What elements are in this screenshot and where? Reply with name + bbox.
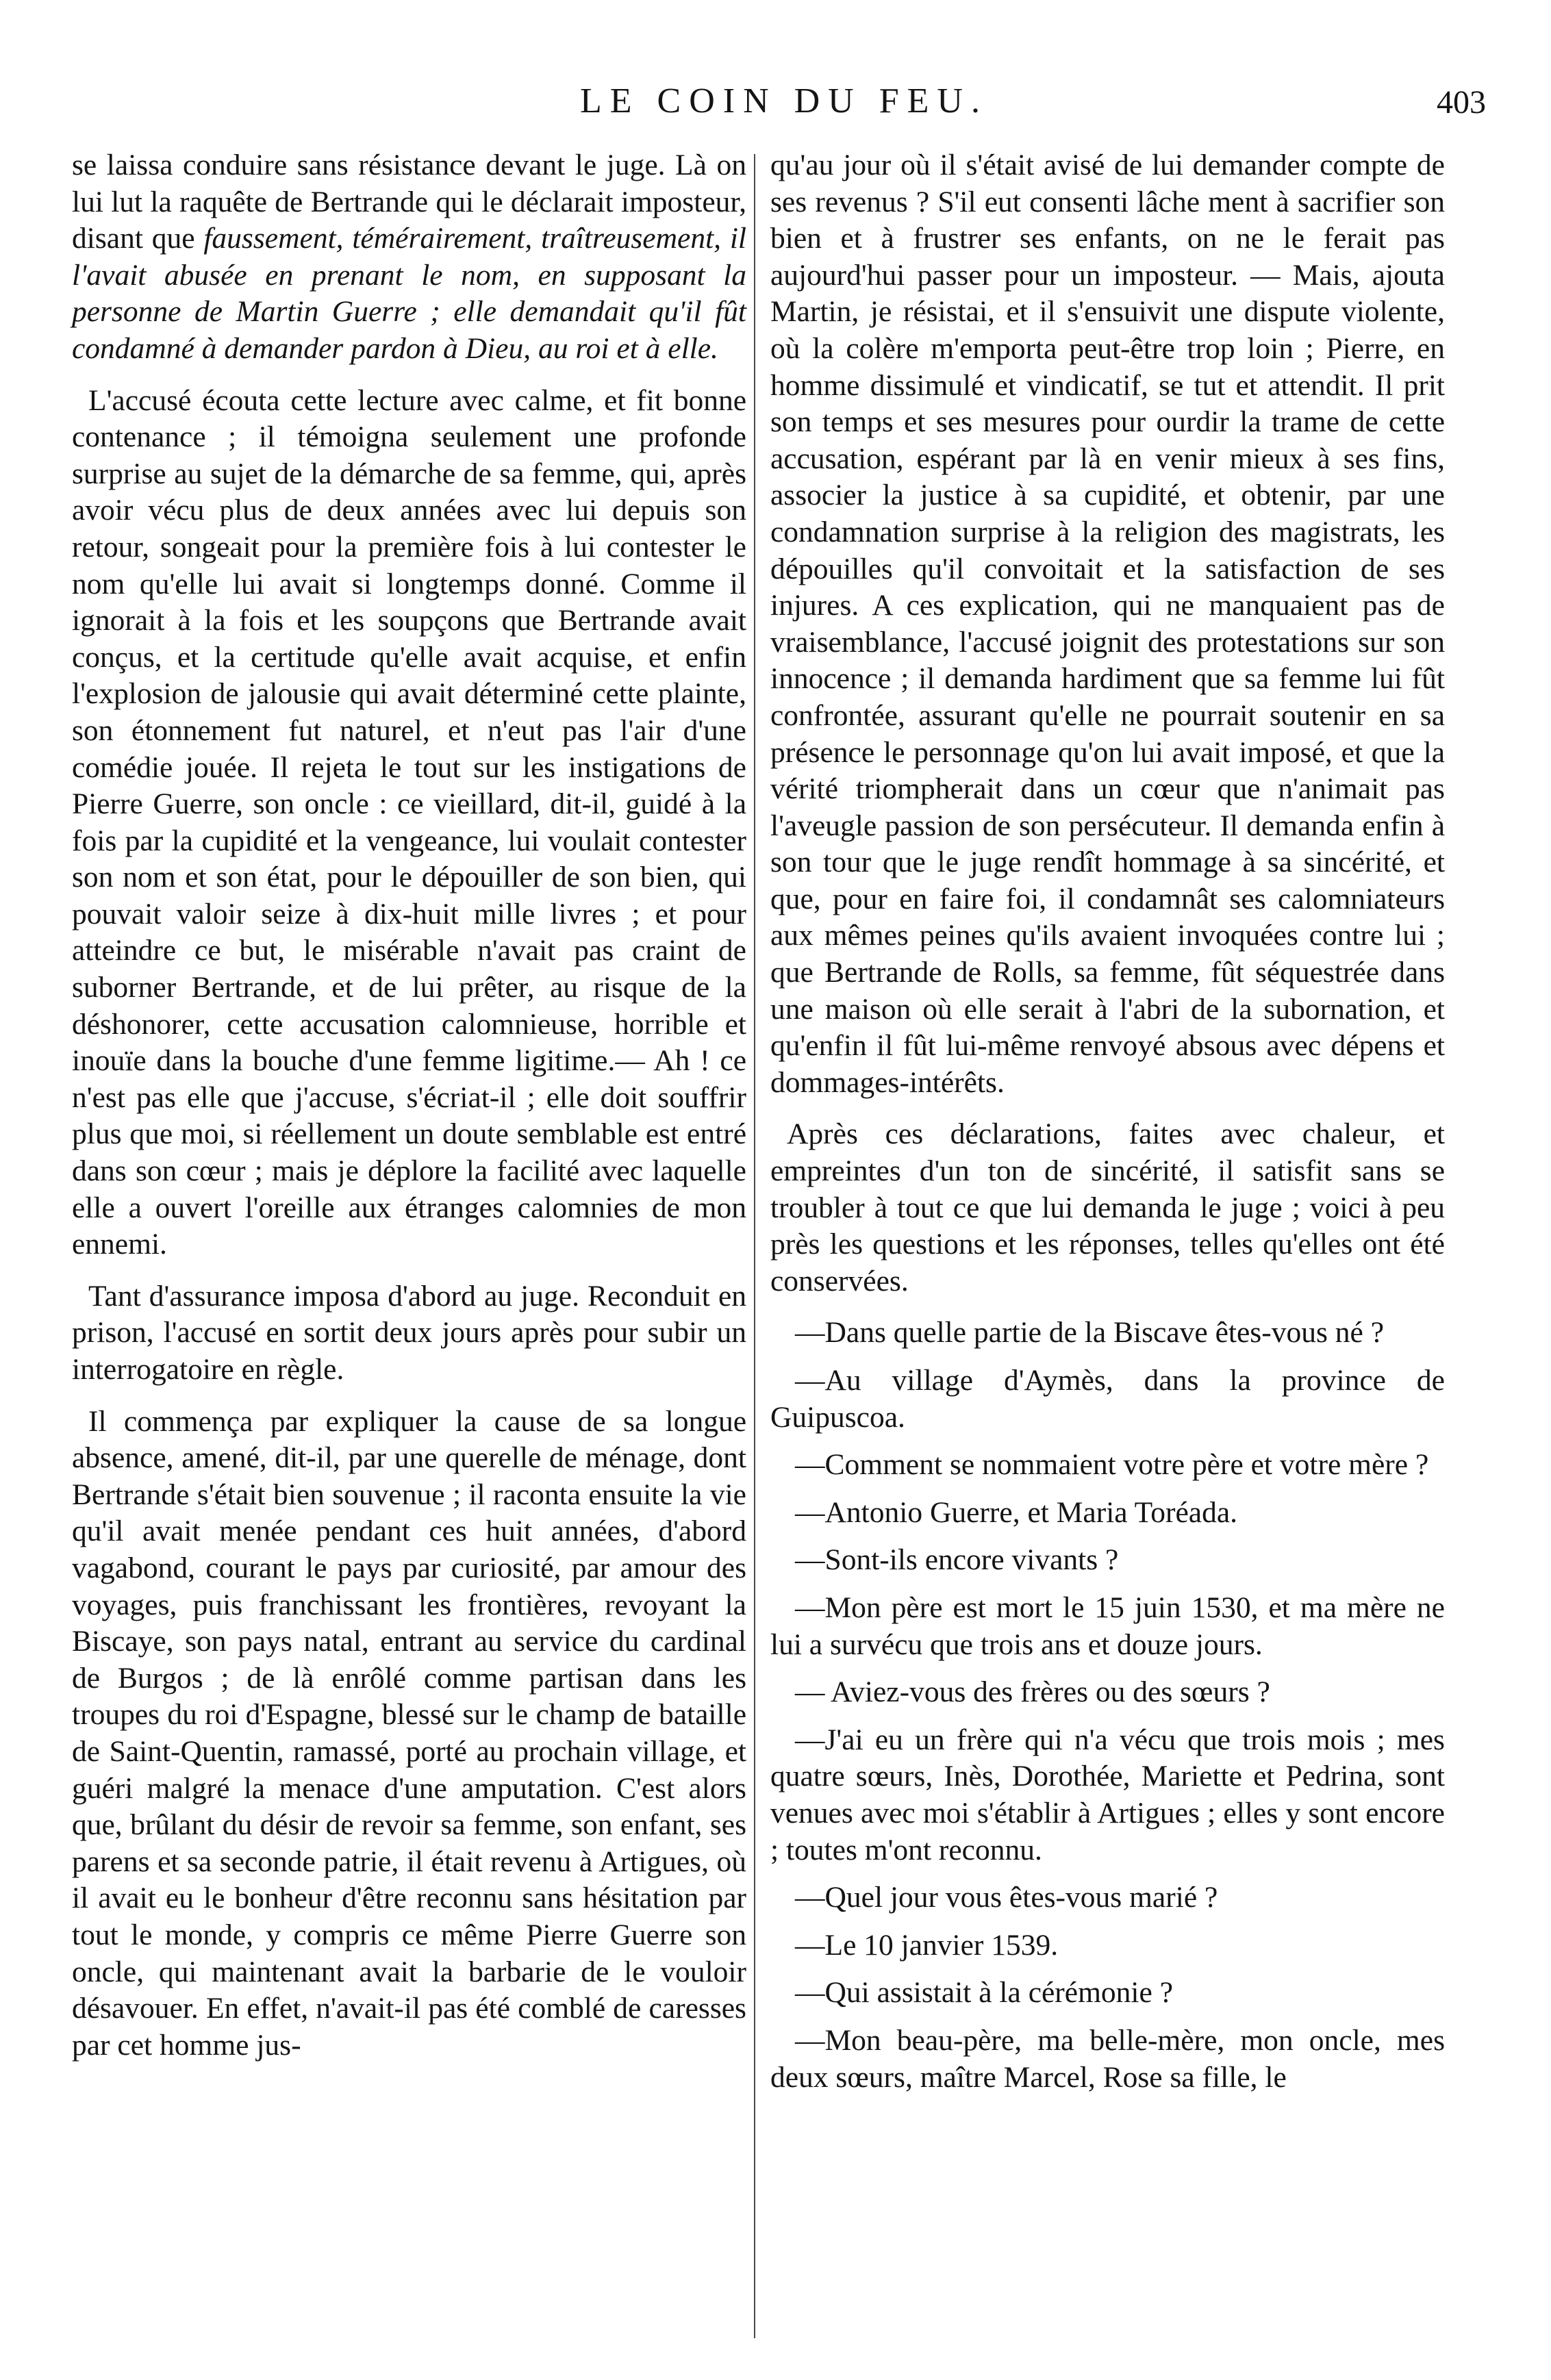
dialogue-line: —Comment se nommaient votre père et votre mère ?: [795, 1448, 1429, 1482]
page-number: 403: [1437, 84, 1486, 121]
dialogue-line: —Antonio Guerre, et Maria Toréada.: [795, 1495, 1238, 1529]
right-column: [770, 147, 1445, 2107]
dialogue-line: — Aviez-vous des frères ou des sœurs ?: [795, 1675, 1270, 1709]
dialogue-line: —Au village d'Aymès, dans la province de Guipuscoa.: [770, 1364, 1445, 1434]
paragraph: Après ces déclarations, faites avec chaleur, et empreintes d'un ton de sincérité, il satisfit sans se troubler à tout ce que lui demanda le juge ; voici à peu près les questions et les réponses, telles qu'elles ont été conservées.: [770, 1117, 1445, 1297]
dialogue-line: —Sont-ils encore vivants ?: [795, 1543, 1119, 1577]
dialogue-line: —Qui assistait à la cérémonie ?: [795, 1976, 1174, 2010]
paragraph: L'accusé écouta cette lecture avec calme, et fit bonne contenance ; il témoigna seulement une profonde surprise au sujet de la démarche de sa femme, qui, après avoir vécu plus de deux années avec lui depuis son retour, songeait pour la première fois à lui contester le nom qu'elle lui avait si longtemps donné. Comme il ignorait à la fois et les soupçons que Bertrande avait conçus, et la certitude qu'elle avait acquise, et enfin l'explosion de jalousie qui avait déterminé cette plainte, son étonnement fut naturel, et n'eut pas l'air d'une comédie jouée. Il rejeta le tout sur les instigations de Pierre Guerre, son oncle : ce vieillard, dit-il, guidé à la fois par la cupidité et la vengeance, lui voulait contester son nom et son état, pour le dépouiller de son bien, qui pouvait valoir seize à dix-huit mille livres ; et pour atteindre ce but, le misérable n'avait pas craint de suborner Bertrande, et de lui prêter, au risque de la déshonorer, cette accusation calomnieuse, horrible et inouïe dans la bouche d'une femme ligitime.— Ah ! ce n'est pas elle que j'accuse, s'écriat-il ; elle doit souffrir plus que moi, si réellement un doute semblable est entré dans son cœur ; mais je déplore la facilité avec laquelle elle a ouvert l'oreille aux étranges calomnies de mon ennemi.: [72, 383, 746, 1261]
dialogue-line: —Le 10 janvier 1539.: [795, 1928, 1059, 1962]
dialogue-line: —Dans quelle partie de la Biscave êtes-vous né ?: [795, 1316, 1385, 1350]
running-title: LE COIN DU FEU.: [580, 81, 988, 121]
page-header: [75, 75, 1493, 144]
dialogue-line: —Mon beau-père, ma belle-mère, mon oncle, mes deux sœurs, maître Marcel, Rose sa fille, le: [770, 2023, 1445, 2094]
paragraph: qu'au jour où il s'était avisé de lui demander compte de ses revenus ? S'il eut consenti lâche ment à sacrifier son bien et à frustrer ses enfants, on ne le ferait pas aujourd'hui passer pour un imposteur. — Mais, ajouta Martin, je résistai, et il s'ensuivit une dispute violente, où la colère m'emporta peut-être trop loin ; Pierre, en homme dissimulé et vindicatif, se tut et attendit. Il prit son temps et ses mesures pour ourdir la trame de cette accusation, espérant par là en venir mieux à ses fins, associer la justice à sa cupidité, et obtenir, par une condamnation surprise à la religion des magistrats, les dépouilles qu'il convoitait et la satisfaction de ses injures. A ces explication, qui ne manquaient pas de vraisemblance, l'accusé joignit des protestations sur son innocence ; il demanda hardiment que sa femme lui fût confrontée, assurant qu'elle ne pourrait soutenir en sa présence le personnage qu'on lui avait imposé, et que la vérité triompherait dans un cœur que n'animait pas l'aveugle passion de son persécuteur. Il demanda enfin à son tour que le juge rendît hommage à sa sincérité, et que, pour en faire foi, il condamnât ses calomniateurs aux mêmes peines qu'ils avaient invoquées contre lui ; que Bertrande de Rolls, sa femme, fût séquestrée dans une maison où elle serait à l'abri de la subornation, et qu'enfin il fût lui-même renvoyé absous avec dépens et dommages-intérêts.: [770, 149, 1445, 1099]
dialogue-line: —Mon père est mort le 15 juin 1530, et ma mère ne lui a survécu que trois ans et douze jours.: [770, 1591, 1445, 1661]
column-divider: [754, 154, 755, 2338]
dialogue-line: —Quel jour vous êtes-vous marié ?: [795, 1881, 1218, 1914]
paragraph: Tant d'assurance imposa d'abord au juge. Reconduit en prison, l'accusé en sortit deux jours après pour subir un interrogatoire en règle.: [72, 1279, 746, 1386]
dialogue-line: —J'ai eu un frère qui n'a vécu que trois mois ; mes quatre sœurs, Inès, Dorothée, Mariette et Pedrina, sont venues avec moi s'établir à Artigues ; elles y sont encore ; toutes m'ont reconnu.: [770, 1723, 1445, 1866]
paragraph: [72, 147, 746, 368]
paragraph-text: se laissa conduire sans résistance devant le juge. Là on lui lut la raquête de Bertrande qui le déclarait imposteur, disant que: [72, 149, 746, 255]
left-column: [72, 147, 746, 2079]
italic-quote: faussement, témérairement, traîtreusement, il l'avait abusée en prenant le nom, en supposant la personne de Martin Guerre ; elle demandait qu'il fût condamné à demander pardon à Dieu, au roi et à elle.: [72, 222, 747, 365]
paragraph: Il commença par expliquer la cause de sa longue absence, amené, dit-il, par une querelle de ménage, dont Bertrande s'était bien souvenue ; il raconta ensuite la vie qu'il avait menée pendant ces huit années, d'abord vagabond, courant le pays par curiosité, par amour des voyages, puis franchissant les frontières, revoyant la Biscaye, son pays natal, entrant au service du cardinal de Burgos ; de là enrôlé comme partisan dans les troupes du roi d'Espagne, blessé sur le champ de bataille de Saint-Quentin, ramassé, porté au prochain village, et guéri malgré la menace d'une amputation. C'est alors que, brûlant du désir de revoir sa femme, son enfant, ses parens et sa seconde patrie, il était revenu à Artigues, où il avait eu le bonheur d'être reconnu sans hésitation par tout le monde, y compris ce même Pierre Guerre son oncle, qui maintenant avait la barbarie de le vouloir désavouer. En effet, n'avait-il pas été comblé de caresses par cet homme jus-: [72, 1404, 746, 2062]
